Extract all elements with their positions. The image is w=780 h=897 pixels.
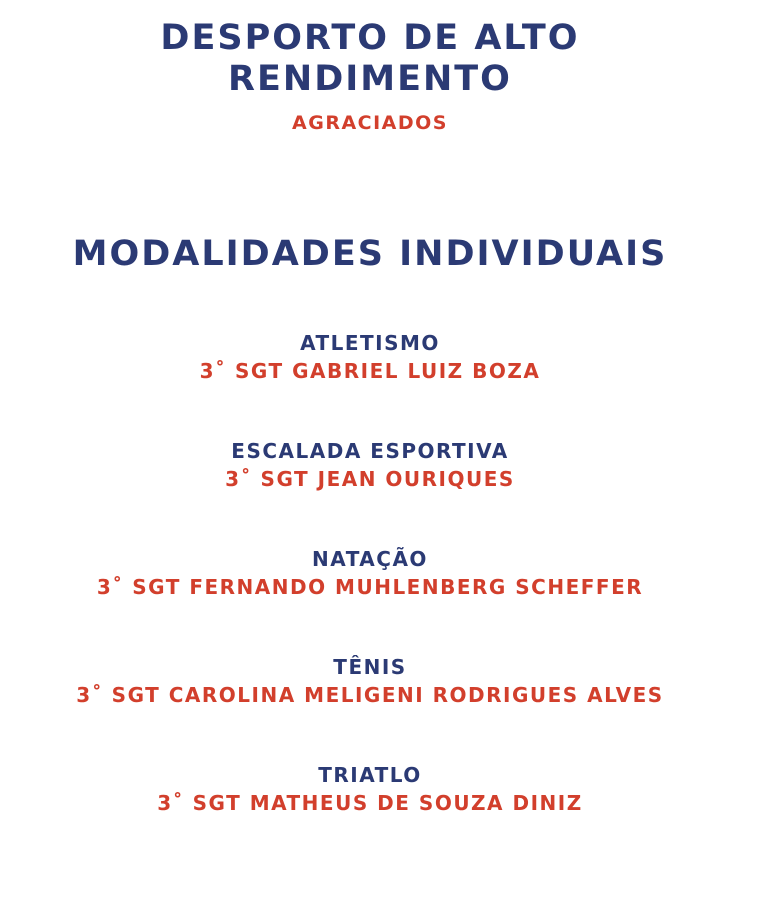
sport-name: TÊNIS [333, 655, 407, 679]
sport-name: ATLETISMO [300, 331, 440, 355]
athlete-name: 3˚ SGT FERNANDO MUHLENBERG SCHEFFER [96, 575, 644, 599]
sport-name: TRIATLO [318, 763, 422, 787]
athlete-name: 3˚ SGT GABRIEL LUIZ BOZA [199, 359, 541, 383]
sport-name: ESCALADA ESPORTIVA [231, 439, 509, 463]
award-entry-athletics [0, 329, 740, 385]
award-entry-triathlon [0, 761, 740, 817]
athlete-name: 3˚ SGT MATHEUS DE SOUZA DINIZ [157, 791, 583, 815]
award-entry-tennis [0, 653, 740, 709]
award-entry-climbing [0, 437, 740, 493]
page-title: DESPORTO DE ALTO RENDIMENTO [160, 18, 580, 99]
athlete-name: 3˚ SGT CAROLINA MELIGENI RODRIGUES ALVES [76, 683, 664, 707]
athlete-name: 3˚ SGT JEAN OURIQUES [225, 467, 515, 491]
sport-name: NATAÇÃO [312, 547, 428, 571]
page-subtitle: AGRACIADOS [292, 112, 448, 134]
award-entry-swimming [0, 545, 740, 601]
section-title: MODALIDADES INDIVIDUAIS [72, 234, 668, 274]
